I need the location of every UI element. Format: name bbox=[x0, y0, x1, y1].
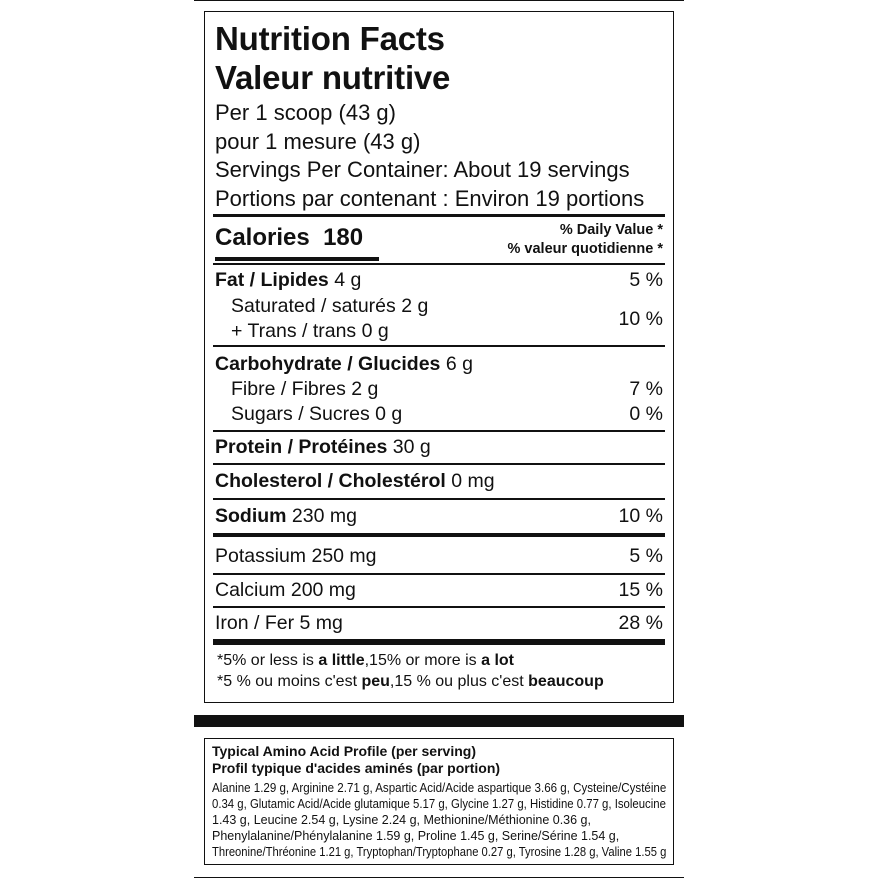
fibre-amount: 2 g bbox=[351, 378, 379, 400]
fat-row bbox=[215, 269, 663, 292]
amino-title-french: Profil typique d'acides aminés (par portion) bbox=[212, 760, 501, 776]
sugars-label: Sugars / Sucres bbox=[231, 403, 370, 425]
sugars-row bbox=[231, 403, 663, 426]
amino-line: 1.43 g, Leucine 2.54 g, Lysine 2.24 g, Methionine/Méthionine 0.36 g, bbox=[212, 813, 591, 827]
iron-label: Iron / Fer bbox=[215, 612, 295, 634]
divider-thick bbox=[213, 214, 665, 217]
servings-per-container-english: Servings Per Container: About 19 servings bbox=[215, 157, 630, 182]
potassium-row bbox=[215, 545, 663, 568]
fat-label: Fat / Lipides bbox=[215, 269, 329, 291]
saturated-row bbox=[231, 295, 663, 318]
calcium-percent: 15 % bbox=[618, 579, 663, 601]
footnote-emphasis: a little bbox=[318, 652, 365, 669]
calories-value: 180 bbox=[323, 224, 364, 251]
carbohydrate-amount: 6 g bbox=[445, 353, 473, 375]
amino-line: Alanine 1.29 g, Arginine 2.71 g, Aspartic Acid/Acide aspartique 3.66 g, Cysteine/Cystéine bbox=[212, 781, 667, 795]
trans-label: + Trans / trans bbox=[231, 320, 357, 342]
footnote-emphasis: a lot bbox=[481, 652, 514, 669]
amino-line: Phenylalanine/Phénylalanine 1.59 g, Proline 1.45 g, Serine/Sérine 1.54 g, bbox=[212, 829, 620, 843]
calcium-label: Calcium bbox=[215, 579, 286, 601]
divider-thick bbox=[213, 639, 665, 645]
divider bbox=[213, 498, 665, 500]
cholesterol-amount: 0 mg bbox=[451, 470, 495, 492]
saturated-amount: 2 g bbox=[401, 295, 429, 317]
bottom-edge-line bbox=[194, 877, 684, 878]
divider-thick bbox=[213, 533, 665, 537]
serving-size-french: pour 1 mesure (43 g) bbox=[215, 129, 421, 154]
protein-amount: 30 g bbox=[392, 436, 431, 458]
divider bbox=[213, 345, 665, 347]
protein-row bbox=[215, 436, 663, 459]
cholesterol-row bbox=[215, 470, 663, 493]
carbohydrate-label: Carbohydrate / Glucides bbox=[215, 353, 441, 375]
footnote-text: *5% or less is bbox=[217, 652, 319, 669]
calcium-row bbox=[215, 579, 663, 602]
sodium-amount: 230 mg bbox=[291, 505, 357, 527]
divider bbox=[213, 463, 665, 465]
serving-size-english: Per 1 scoop (43 g) bbox=[215, 100, 396, 125]
footnote-english bbox=[217, 652, 514, 670]
title-french: Valeur nutritive bbox=[215, 59, 451, 96]
fibre-row bbox=[231, 378, 663, 401]
sodium-label: Sodium bbox=[215, 505, 287, 527]
sodium-row bbox=[215, 505, 663, 528]
calories-label: Calories bbox=[215, 224, 310, 251]
sodium-percent: 10 % bbox=[618, 505, 663, 527]
daily-value-english: % Daily Value * bbox=[559, 222, 663, 238]
sugars-amount: 0 g bbox=[375, 403, 403, 425]
trans-amount: 0 g bbox=[361, 320, 389, 342]
fibre-label: Fibre / Fibres bbox=[231, 378, 346, 400]
fibre-percent: 7 % bbox=[629, 378, 663, 400]
divider bbox=[213, 263, 665, 265]
amino-title-english: Typical Amino Acid Profile (per serving) bbox=[212, 743, 476, 759]
sugars-percent: 0 % bbox=[629, 403, 663, 425]
iron-percent: 28 % bbox=[618, 612, 663, 634]
potassium-label: Potassium bbox=[215, 545, 307, 567]
footnote-text: *5 % ou moins c'est bbox=[217, 673, 362, 690]
title-english: Nutrition Facts bbox=[215, 20, 445, 57]
footnote-text: ,15 % ou plus c'est bbox=[389, 673, 529, 690]
amino-line: 0.34 g, Glutamic Acid/Acide glutamique 5.17 g, Glycine 1.27 g, Histidine 0.77 g, Isoleucine bbox=[212, 797, 666, 811]
calcium-amount: 200 mg bbox=[290, 579, 356, 601]
saturated-trans-percent: 10 % bbox=[618, 308, 663, 330]
divider bbox=[213, 606, 665, 608]
potassium-amount: 250 mg bbox=[311, 545, 377, 567]
footnote-french bbox=[217, 673, 604, 691]
footnote-emphasis: beaucoup bbox=[528, 673, 604, 690]
trans-row bbox=[231, 320, 663, 343]
calories-row bbox=[215, 224, 363, 252]
top-edge-line bbox=[194, 0, 684, 1]
fat-percent: 5 % bbox=[629, 269, 663, 291]
amino-line: Threonine/Thréonine 1.21 g, Tryptophan/Tryptophane 0.27 g, Tyrosine 1.28 g, Valine 1.55 g bbox=[212, 845, 667, 859]
divider bbox=[213, 430, 665, 432]
nutrition-facts-panel bbox=[204, 11, 674, 703]
footnote-text: ,15% or more is bbox=[364, 652, 482, 669]
divider bbox=[213, 573, 665, 575]
calories-underline bbox=[215, 257, 379, 261]
amino-acid-profile-box bbox=[204, 738, 674, 865]
footnote-emphasis: peu bbox=[361, 673, 390, 690]
iron-amount: 5 mg bbox=[299, 612, 343, 634]
daily-value-french: % valeur quotidienne * bbox=[507, 241, 663, 257]
carbohydrate-row bbox=[215, 353, 663, 376]
potassium-percent: 5 % bbox=[629, 545, 663, 567]
iron-row bbox=[215, 612, 663, 635]
protein-label: Protein / Protéines bbox=[215, 436, 388, 458]
separator-bar bbox=[194, 715, 684, 727]
servings-per-container-french: Portions par contenant : Environ 19 portions bbox=[215, 186, 645, 211]
cholesterol-label: Cholesterol / Cholestérol bbox=[215, 470, 446, 492]
saturated-label: Saturated / saturés bbox=[231, 295, 396, 317]
fat-amount: 4 g bbox=[334, 269, 362, 291]
